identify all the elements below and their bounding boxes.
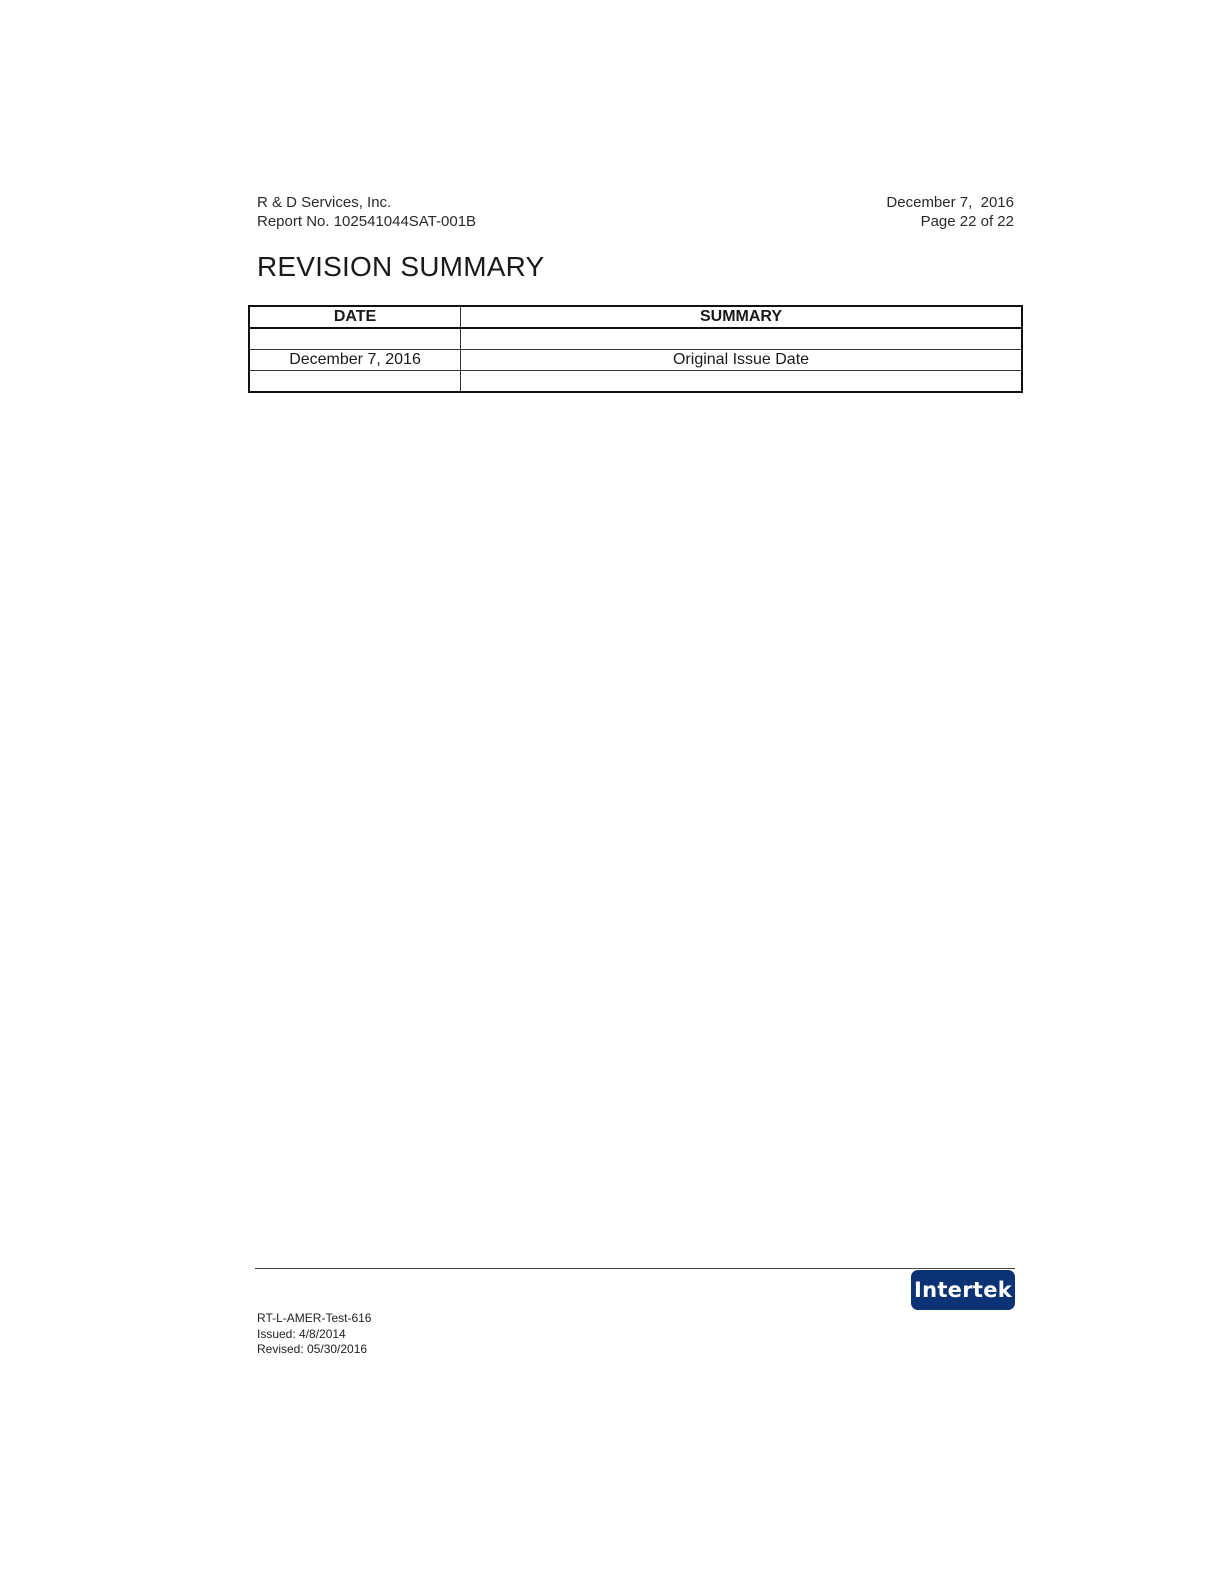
revision-table bbox=[248, 305, 1023, 393]
report-number: Report No. 102541044SAT-001B bbox=[257, 213, 477, 230]
table-header-row bbox=[249, 306, 1022, 328]
table-row bbox=[249, 328, 1022, 350]
header-right bbox=[886, 193, 1014, 231]
issued-date: Issued: 4/8/2014 bbox=[257, 1326, 346, 1341]
summary-cell: Original Issue Date bbox=[461, 350, 1022, 371]
column-header-date: DATE bbox=[249, 306, 461, 328]
page-number: Page 22 of 22 bbox=[920, 213, 1014, 230]
summary-cell bbox=[461, 328, 1022, 350]
date-cell: December 7, 2016 bbox=[249, 350, 461, 371]
table-row bbox=[249, 371, 1022, 393]
revised-date: Revised: 05/30/2016 bbox=[257, 1342, 368, 1356]
date-cell bbox=[249, 328, 461, 350]
table-row bbox=[249, 350, 1022, 371]
form-id: RT-L-AMER-Test-616 bbox=[257, 1311, 372, 1325]
footer-divider bbox=[255, 1268, 1015, 1269]
report-date: December 7, 2016 bbox=[886, 194, 1014, 211]
date-cell bbox=[249, 371, 461, 393]
summary-cell bbox=[461, 371, 1022, 393]
footer-form-info bbox=[257, 1311, 371, 1358]
page-title: REVISION SUMMARY bbox=[257, 251, 545, 282]
header-left bbox=[257, 193, 476, 231]
intertek-logo: Intertek bbox=[911, 1270, 1015, 1310]
company-name: R & D Services, Inc. bbox=[257, 194, 392, 211]
column-header-summary: SUMMARY bbox=[461, 306, 1022, 328]
